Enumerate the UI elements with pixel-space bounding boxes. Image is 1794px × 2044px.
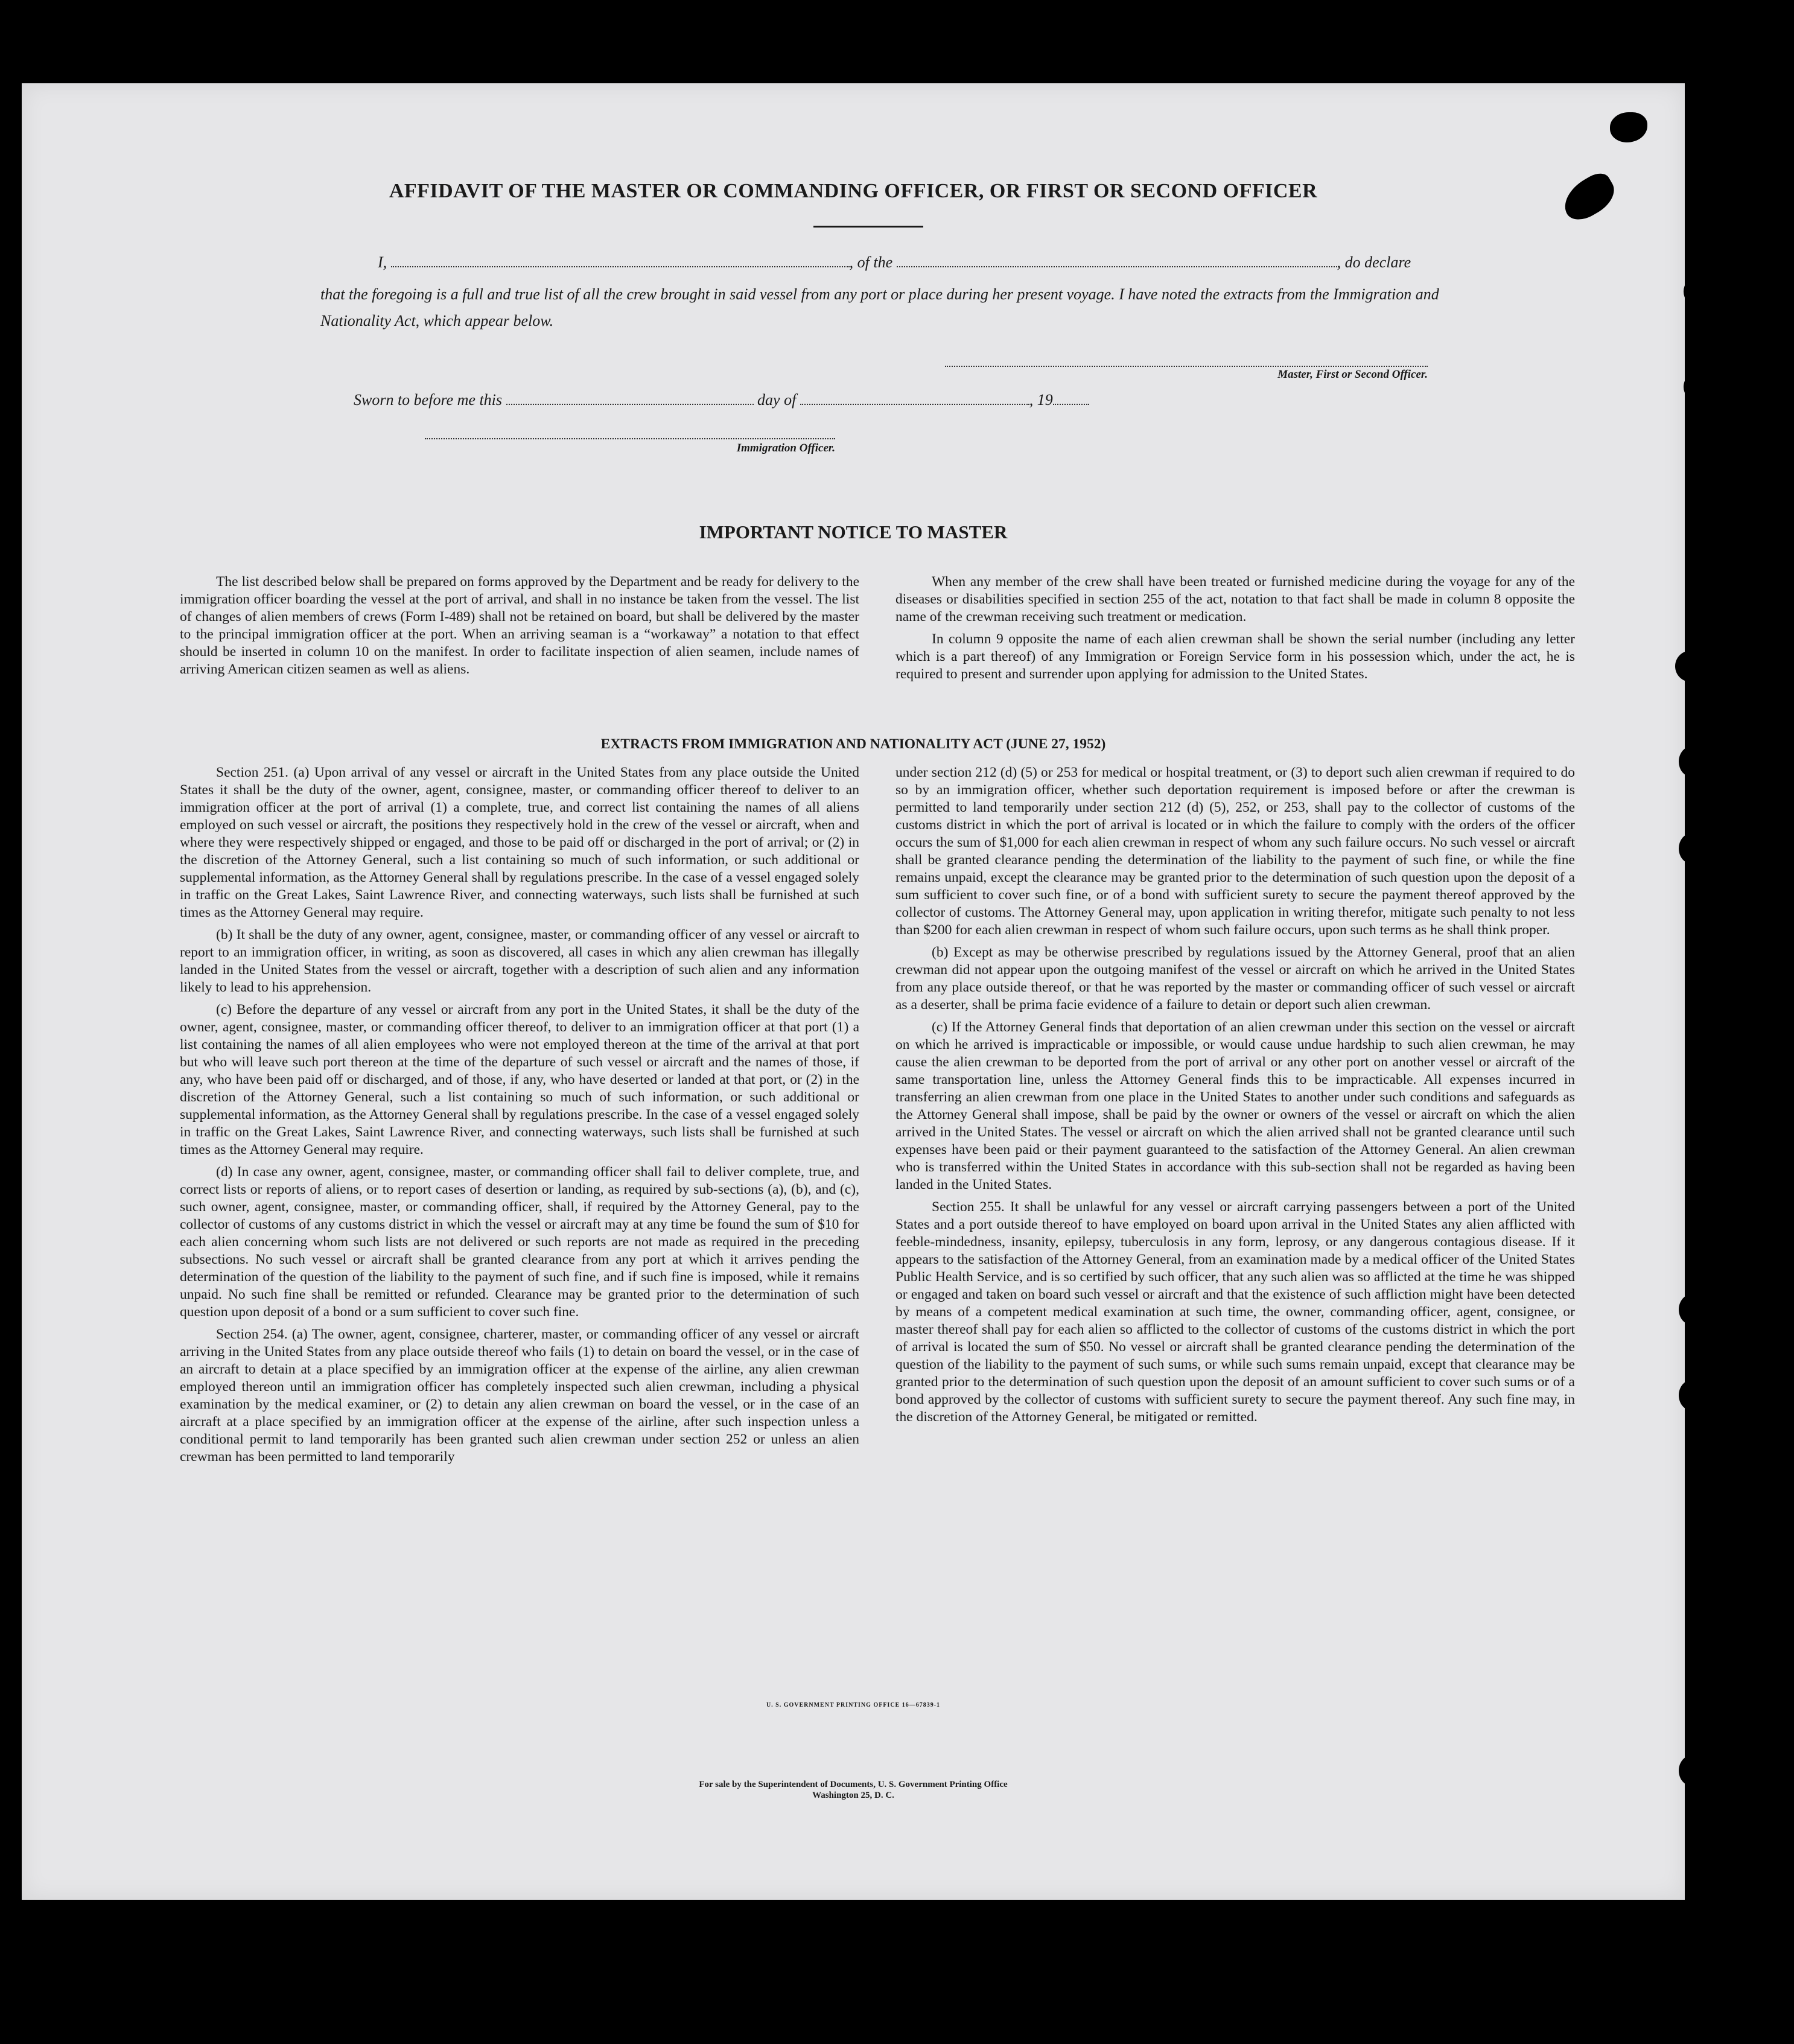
punch-hole <box>1679 1294 1707 1325</box>
sworn-year-prefix: , 19 <box>1029 391 1053 409</box>
punch-hole <box>1675 651 1707 682</box>
extract-paragraph: (c) Before the departure of any vessel or aircraft from any port in the United States, it shall be the duty of the owner, agent, consignee, master, or commanding officer thereof, to deliver to an immigration officer at that port (1) a list containing the names of all alien employees who were not employed thereon at the time of the arrival at that port but who will leave such port thereon at the time of the departure of such vessel or aircraft and the names of those, if any, who have been paid off or discharged, and of those, if any, who have deserted or landed at that port, or (2) in the discretion of the Attorney General, such a list containing so much of such information, or such additional or supplemental information, as the Attorney General shall by regulations prescribe. In the case of a vessel engaged solely in traffic on the Great Lakes, Saint Lawrence River, and connecting waterways, such lists shall be furnished at such times as the Attorney General may require. <box>180 1002 859 1157</box>
ink-blot <box>1610 112 1647 142</box>
vessel-name-field[interactable] <box>897 266 1337 267</box>
extract-paragraph: (d) In case any owner, agent, consignee, master, or commanding officer shall fail to deliver complete, true, and correct lists or reports of aliens, or to report cases of desertion or landing, as required by sub-sections (a), (b), and (c), such owner, agent, consignee, master, or commanding officer, shall, if required by the Attorney General, pay to the collector of customs of any customs district in which the vessel or aircraft may at any time be found the sum of $10 for each alien concerning whom such lists are not delivered or such reports are not made as required in the preceding subsections. No such vessel or aircraft shall be granted clearance from any port at which it arrives pending the determination of the question of the liability to the payment of such fine, and if such fine is imposed, while it remains unpaid. No such fine shall be remitted or refunded. Clearance may be granted prior to the determination of such question upon deposit of a bond or a sum sufficient to cover such fine. <box>180 1164 859 1320</box>
form-page <box>22 83 1685 1900</box>
notice-title: IMPORTANT NOTICE TO MASTER <box>699 521 1008 543</box>
sale-line-2: Washington 25, D. C. <box>812 1791 894 1800</box>
punch-hole <box>1679 1380 1707 1411</box>
extracts-right-column <box>895 764 1575 1431</box>
sworn-year-field[interactable] <box>1053 404 1089 405</box>
affidavit-title: AFFIDAVIT OF THE MASTER OR COMMANDING OFFICER, OR FIRST OR SECOND OFFICER <box>389 180 1318 202</box>
extract-paragraph: (b) It shall be the duty of any owner, agent, consignee, master, or commanding officer of any vessel or aircraft to report to an immigration officer, in writing, as soon as discovered, all cases in which any alien crewman has illegally landed in the United States from the vessel or aircraft, together with a description of such alien and any information likely to lead to his apprehension. <box>180 927 859 995</box>
declarant-line <box>378 253 1446 272</box>
signature-label: Master, First or Second Officer. <box>1277 368 1428 381</box>
declaration-text: that the foregoing is a full and true list of all the crew brought in said vessel from any port or place during her present voyage. I have noted the extracts from the Immigration and Nationality Act, which appear below. <box>320 285 1439 330</box>
extract-paragraph: (b) Except as may be otherwise prescribed by regulations issued by the Attorney General, proof that an alien crewman did not appear upon the outgoing manifest of the vessel or aircraft on which he arrived in the United States from any place outside thereof, or that he was reported by the master or commanding officer of such vessel or aircraft as a deserter, shall be prima facie evidence of a failure to detain or deport such alien crewman. <box>895 944 1575 1013</box>
sale-notice <box>22 1779 1685 1801</box>
notice-right-column <box>895 573 1575 688</box>
gpo-imprint: U. S. GOVERNMENT PRINTING OFFICE 16—67839-1 <box>766 1702 941 1708</box>
immigration-officer-label: Immigration Officer. <box>736 442 835 454</box>
punch-hole <box>1684 278 1708 305</box>
declarant-name-field[interactable] <box>391 266 850 267</box>
extract-paragraph: Section 251. (a) Upon arrival of any vessel or aircraft in the United States from any place outside the United States it shall be the duty of the owner, agent, consignee, master, or commanding officer thereof to deliver to an immigration officer at the port of arrival (1) a complete, true, and correct list containing the names of all aliens employed on such vessel or aircraft, the positions they respectively hold in the crew of the vessel or aircraft, when and where they were respectively shipped or engaged, and those to be paid off or discharged in the port of arrival; or (2) in the discretion of the Attorney General, such a list containing so much of such information, or such additional or supplemental information, as the Attorney General shall by regulations prescribe. In the case of a vessel engaged solely in traffic on the Great Lakes, Saint Lawrence River, and connecting waterways, such lists shall be furnished at such times as the Attorney General may require. <box>180 765 859 920</box>
declarant-prefix: I, <box>378 253 387 271</box>
extract-paragraph: Section 254. (a) The owner, agent, consignee, charterer, master, or commanding officer of any vessel or aircraft arriving in the United States from any place outside thereof who fails (1) to detain on board the vessel, or in the case of an aircraft to detain at a place specified by an immigration officer at the expense of the airline, any alien crewman employed thereon until an immigration officer has completely inspected such alien crewman, including a physical examination by the medical examiner, or (2) to detain any alien crewman on board the vessel, or in the case of an aircraft at a place specified by an immigration officer at the expense of the airline, after such inspection unless a conditional permit to land temporarily has been granted such alien crewman under section 252 or unless an alien crewman has been permitted to land temporarily <box>180 1326 859 1465</box>
punch-hole <box>1684 373 1708 401</box>
sworn-month-field[interactable] <box>800 404 1029 405</box>
notice-left-column <box>180 573 859 683</box>
sworn-prefix: Sworn to before me this <box>354 391 503 409</box>
notice-paragraph: In column 9 opposite the name of each alien crewman shall be shown the serial number (including any letter which is a part thereof) of any Immigration or Foreign Service form in his possession which, under the act, he is required to present and surrender upon applying for admission to the United States. <box>895 631 1575 682</box>
signature-field[interactable] <box>945 366 1428 367</box>
punch-hole <box>1679 833 1707 864</box>
extract-paragraph: Section 255. It shall be unlawful for any vessel or aircraft carrying passengers between a port of the United States and a port outside thereof to have employed on board upon arrival in the United States any alien afflicted with feeble-mindedness, insanity, epilepsy, tuberculosis in any form, leprosy, or any dangerous contagious disease. If it appears to the satisfaction of the Attorney General, from an examination made by a medical officer of the United States Public Health Service, and is so certified by such officer, that any such alien was so afflicted at the time he was shipped or engaged and taken on board such vessel or aircraft and that the existence of such affliction might have been detected by means of a competent medical examination at such time, the owner, commanding officer, agent, consignee, or master thereof shall pay for each alien so afflicted to the collector of customs of the customs district in which the port of arrival is located the sum of $50. No vessel or aircraft shall be granted clearance pending the determination of the question of the liability to the payment of such sums, or while such sums remain unpaid, except that clearance may be granted prior to the determination of such question upon the deposit of an amount sufficient to cover such sums or of a bond approved by the collector of customs with sufficient surety to secure the payment thereof. Any such fine may, in the discretion of the Attorney General, be mitigated or remitted. <box>895 1199 1575 1425</box>
sworn-line <box>354 391 1198 409</box>
title-underline <box>813 226 923 228</box>
sale-line-1: For sale by the Superintendent of Documents, U. S. Government Printing Office <box>699 1780 1008 1789</box>
notice-paragraph: When any member of the crew shall have been treated or furnished medicine during the voyage for any of the diseases or disabilities specified in section 255 of the act, notation to that fact shall be made in column 8 opposite the name of the crewman receiving such treatment or medication. <box>895 574 1575 625</box>
sworn-day-of: day of <box>757 391 797 409</box>
vessel-prefix: , of the <box>849 253 893 271</box>
extracts-left-column <box>180 764 859 1471</box>
declare-suffix: , do declare <box>1337 253 1411 271</box>
notice-paragraph: The list described below shall be prepared on forms approved by the Department and be ready for delivery to the immigration officer boarding the vessel at the port of arrival, and shall in no instance be taken from the vessel. The list of changes of alien members of crews (Form I-489) shall not be retained on board, but shall be delivered by the master to the principal immigration officer at the port. When an arriving seaman is a “workaway” a notation to that effect should be inserted in column 10 on the manifest. In order to facilitate inspection of alien seamen, include names of arriving American citizen seamen as well as aliens. <box>180 574 859 677</box>
extract-paragraph-continued: under section 212 (d) (5) or 253 for medical or hospital treatment, or (3) to deport such alien crewman if required to do so by an immigration officer, whether such deportation requirement is imposed before or after the crewman is permitted to land temporarily under section 212 (d) (5), 252, or 253, shall pay to the collector of customs of the customs district in which the port of arrival is located or in which the failure to comply with the orders of the officer occurs the sum of $1,000 for each alien crewman in respect of whom any such failure occurs. No such vessel or aircraft shall be granted clearance pending the determination of the liability to the payment of such fine, or while the fine remains unpaid, except the clearance may be granted prior to the determination of such question upon the deposit of a sum sufficient to cover such fine, or of a bond with sufficient surety to secure the payment thereof approved by the collector of customs. The Attorney General may, upon application in writing therefor, mitigate such penalty to not less than $200 for each alien crewman in respect of whom such failure occurs, upon such terms as he shall think proper. <box>895 765 1575 938</box>
extract-paragraph: (c) If the Attorney General finds that deportation of an alien crewman under this section on the vessel or aircraft on which he arrived is impracticable or impossible, or would cause undue hardship to such alien crewman, he may cause the alien crewman to be deported from the port of arrival or any other port on another vessel or aircraft of the same transportation line, unless the Attorney General finds this to be impracticable. All expenses incurred in transferring an alien crewman from one place in the United States to another under such conditions and safeguards as the Attorney General shall impose, shall be paid by the owner or owners of the vessel or aircraft on which the alien arrived in the United States. The vessel or aircraft on which the alien arrived shall not be granted clearance until such expenses have been paid or their payment guaranteed to the satisfaction of the Attorney General. An alien crewman who is transferred within the United States in accordance with this sub-section shall not be regarded as having been landed in the United States. <box>895 1019 1575 1192</box>
extracts-title: EXTRACTS FROM IMMIGRATION AND NATIONALITY ACT (JUNE 27, 1952) <box>600 736 1106 752</box>
immigration-officer-field[interactable] <box>425 438 835 439</box>
sworn-day-field[interactable] <box>506 404 754 405</box>
